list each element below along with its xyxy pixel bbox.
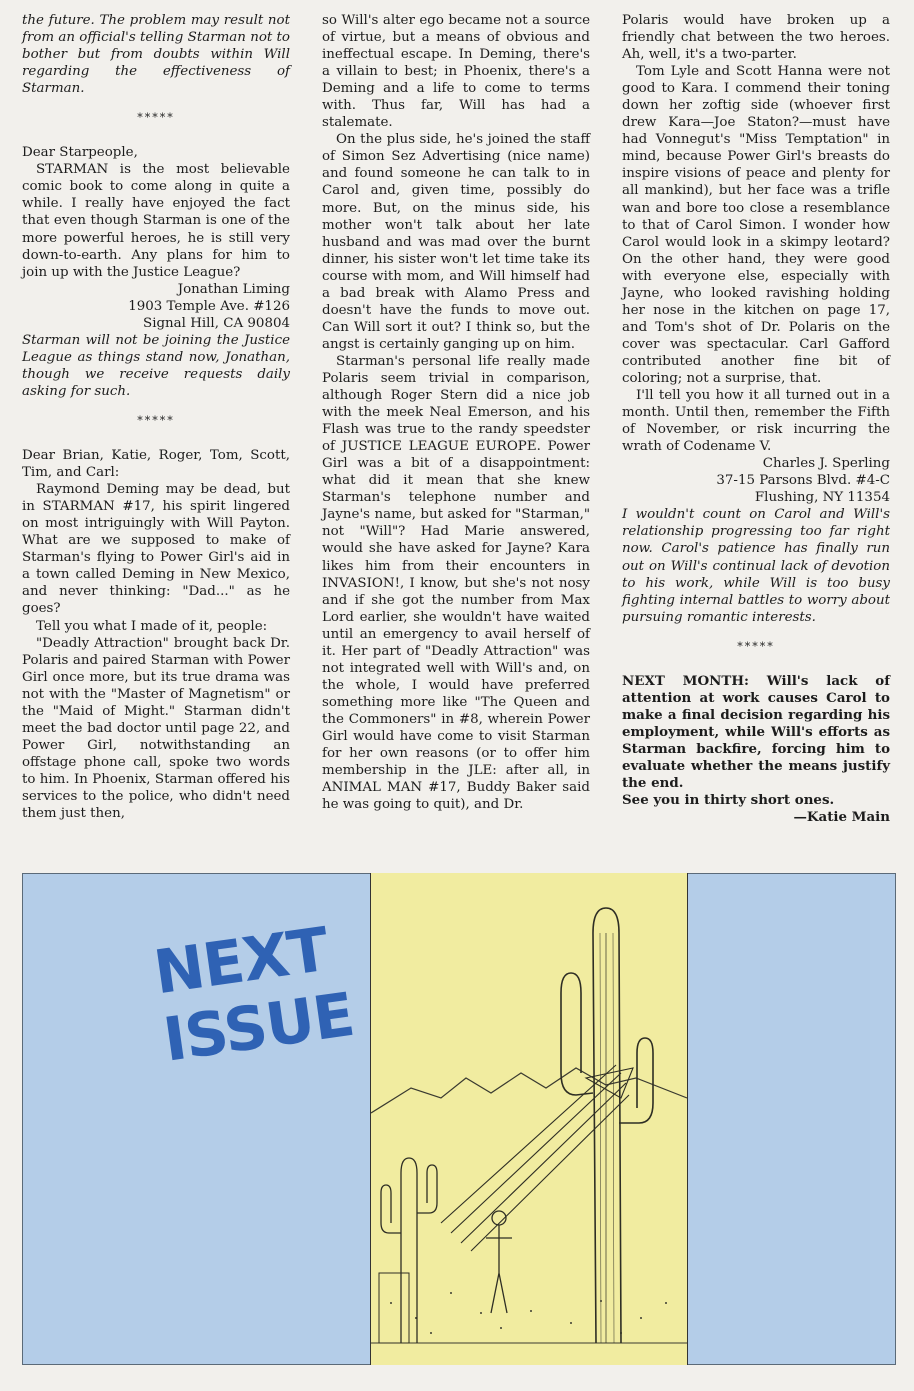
letters-column-1 bbox=[22, 12, 290, 822]
fence-post bbox=[379, 1273, 409, 1343]
letters-column-2 bbox=[322, 12, 590, 813]
next-month-teaser: NEXT MONTH: Will's lack of attention at work causes Carol to make a final decision regarding his employment, while Will's efforts as Starman backfire, forcing him to evaluate whether the means justify the end. bbox=[622, 672, 890, 792]
section-divider: ***** bbox=[137, 111, 175, 125]
sign-off: See you in thirty short ones. bbox=[622, 792, 835, 809]
next-issue-line-1: NEXT bbox=[149, 914, 333, 1009]
letter-signature bbox=[22, 281, 290, 332]
letter-salutation: Dear Starpeople, bbox=[22, 145, 138, 161]
letter-paragraph: Starman's personal life really made Polaris seem trivial in comparison, although Roger Stern did a nice job with the meek Neal Emerson, and his Flash was true to the randy speedster of JUSTICE LEAGUE EUROPE. Power Girl was a bit of a disappointment: what did it mean that she knew Starman's telephone number and Jayne's name, but asked for "Starman," not "Will"? Had Marie answered, would she have asked for Jayne? Kara likes him from their encounters in INVASION!, I know, but she's not nosy and if she got the number from Max Lord earlier, she wouldn't have waited until an emergency to avail herself of it. Her part of "Deadly Attraction" was not integrated well with Will's and, on the whole, I would have preferred something more like "The Queen and the Commoners" in #8, wherein Power Girl would have come to visit Starman for her own reasons (or to offer him membership in the JLE: after all, in ANIMAL MAN #17, Buddy Baker said he was going to quit), and Dr. bbox=[322, 353, 590, 813]
mountain-ridge bbox=[371, 1068, 687, 1113]
standing-figure bbox=[486, 1211, 512, 1313]
letter-paragraph: so Will's alter ego became not a source of virtue, but a means of obvious and ineffectual escape. In Deming, there's a villain to best; in Phoenix, there's a Deming and a life to come to terms with. Thus far, Will has had a stalemate. bbox=[322, 13, 590, 131]
letter-salutation: Dear Brian, Katie, Roger, Tom, Scott, Tim, and Carl: bbox=[22, 448, 290, 481]
saguaro-cactus bbox=[561, 908, 653, 1343]
signature-city: Flushing, NY 11354 bbox=[754, 490, 890, 506]
letter-paragraph: Tell you what I made of it, people: bbox=[36, 618, 268, 634]
desert-illustration bbox=[370, 873, 688, 1365]
letter-body: STARMAN is the most believable comic book to come along in quite a while. I really have enjoyed the fact that even though Starman is one of the more powerful heroes, he is still very down-to-earth. Any plans for him to join up with the Justice League? bbox=[22, 162, 290, 280]
letter-paragraph: "Deadly Attraction" brought back Dr. Polaris and paired Starman with Power Girl once more, but its true drama was not with the "Master of Magnetism" or the "Maid of Might." Starman didn't meet the bad doctor until page 22, and Power Girl, notwithstanding an offstage phone call, spoke two words to him. In Phoenix, Starman offered his services to the police, who didn't need them just then, bbox=[22, 635, 290, 822]
editor-signature: —Katie Main bbox=[793, 809, 890, 826]
letter-paragraph: Raymond Deming may be dead, but in STARMAN #17, his spirit lingered on most intriguingly with Will Payton. What are we supposed to make of Starman's flying to Power Girl's aid in a town called Deming in New Mexico, and never thinking: "Dad..." as he goes? bbox=[22, 482, 290, 617]
editor-reply: I wouldn't count on Carol and Will's relationship progressing too far right now. Carol's patience has finally run out on Will's continual lack of devotion to his work, while Will is too busy fighting internal battles to worry about pursuing romantic interests. bbox=[622, 507, 890, 625]
letter-paragraph: Polaris would have broken up a friendly chat between the two heroes. Ah, well, it's a two-parter. bbox=[622, 13, 890, 63]
letters-column-3 bbox=[622, 12, 890, 826]
next-issue-line-2: ISSUE bbox=[159, 979, 358, 1076]
section-divider: ***** bbox=[137, 413, 175, 427]
ground-texture bbox=[390, 1292, 667, 1334]
signature-city: Signal Hill, CA 90804 bbox=[143, 315, 290, 331]
flying-hero-figure bbox=[441, 1065, 633, 1251]
signature-name: Jonathan Liming bbox=[177, 281, 290, 297]
letter-signature bbox=[622, 455, 890, 506]
section-divider: ***** bbox=[737, 639, 775, 653]
signature-address: 1903 Temple Ave. #126 bbox=[128, 298, 290, 314]
previous-reply-end: the future. The problem may result not from an official's telling Starman not to bother but from doubts within Will regarding the effectiveness of Starman. bbox=[22, 13, 290, 97]
editor-reply: Starman will not be joining the Justice League as things stand now, Jonathan, though we receive requests daily asking for such. bbox=[22, 332, 290, 399]
cactus-scene-illustration bbox=[371, 873, 687, 1365]
signature-address: 37-15 Parsons Blvd. #4-C bbox=[716, 473, 890, 489]
letter-paragraph: Tom Lyle and Scott Hanna were not good to Kara. I commend their toning down her zoftig side (whoever first drew Kara—Joe Staton?—must have had Vonnegut's "Miss Temptation" in mind, because Power Girl's breasts do inspire visions of peace and plenty for all mankind), but her face was a trifle wan and bore too close a resemblance to that of Carol Simon. I wonder how Carol would look in a skimpy leotard? On the other hand, they were good with everyone else, especially with Jayne, who looked ravishing holding her nose in the kitchen on page 17, and Tom's shot of Dr. Polaris on the cover was spectacular. Carl Gafford contributed another fine bit of coloring; not a surprise, that. bbox=[622, 64, 890, 386]
letter-paragraph: I'll tell you how it all turned out in a month. Until then, remember the Fifth of November, or risk incurring the wrath of Codename V. bbox=[622, 388, 890, 455]
signature-name: Charles J. Sperling bbox=[762, 456, 890, 472]
letter-paragraph: On the plus side, he's joined the staff of Simon Sez Advertising (nice name) and found someone he can talk to in Carol and, given time, possibly do more. But, on the minus side, his mother won't talk about her late husband and was mad over the burnt dinner, his sister won't let time take its course with mom, and Will himself had a bad break with Alamo Press and doesn't have the funds to move out. Can Will sort it out? I think so, but the angst is certainly ganging up on him. bbox=[322, 132, 590, 352]
